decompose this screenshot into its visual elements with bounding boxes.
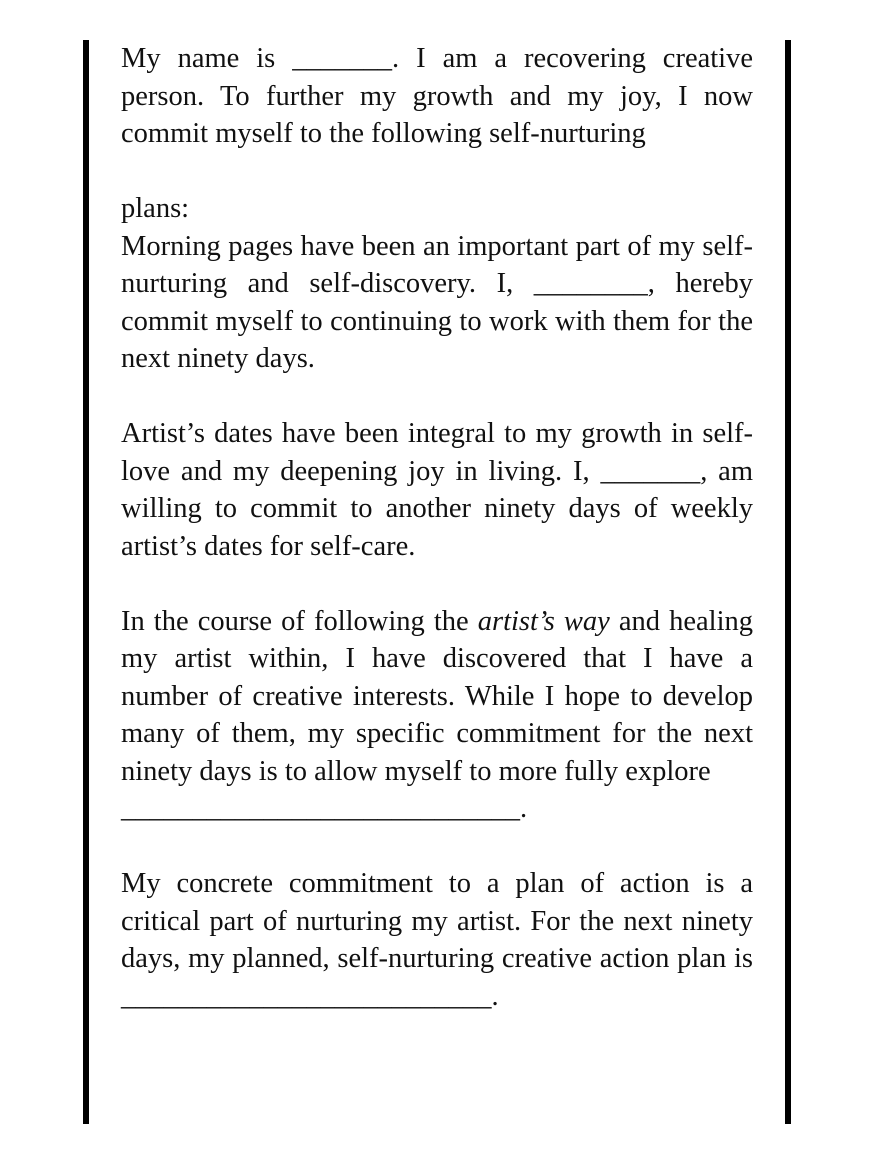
artists-way-title: artist’s way <box>477 605 610 637</box>
left-border-rule <box>83 40 89 1124</box>
contract-text <box>121 40 753 1015</box>
course-suffix: and healing my artist within, I have discovered that I have a number of creative interests. While I hope to develop many of them, my specific commitment for the next ninety days is to allow myself to more fully explore <box>121 605 753 787</box>
creative-interests-paragraph <box>121 603 753 828</box>
right-border-rule <box>785 40 791 1124</box>
action-plan-paragraph: My concrete commitment to a plan of action is a critical part of nurturing my artist. For the next ninety days, my planned, self-nurturing creative action plan is __________________________. <box>121 868 753 1012</box>
plans-label: plans: <box>121 193 190 224</box>
intro-paragraph: My name is _______. I am a recovering creative person. To further my growth and my joy, I now commit myself to the following self-nurturing <box>121 43 753 149</box>
course-prefix: In the course of following the <box>121 605 478 637</box>
morning-pages-paragraph: Morning pages have been an important part of my self-nurturing and self-discovery. I, ________, hereby commit myself to continuing to work with them for the next ninety days. <box>121 230 753 374</box>
interest-blank-line: ____________________________. <box>121 793 528 824</box>
artists-dates-paragraph: Artist’s dates have been integral to my growth in self-love and my deepening joy in living. I, _______, am willing to commit to another ninety days of weekly artist’s dates for self-care. <box>121 418 753 562</box>
